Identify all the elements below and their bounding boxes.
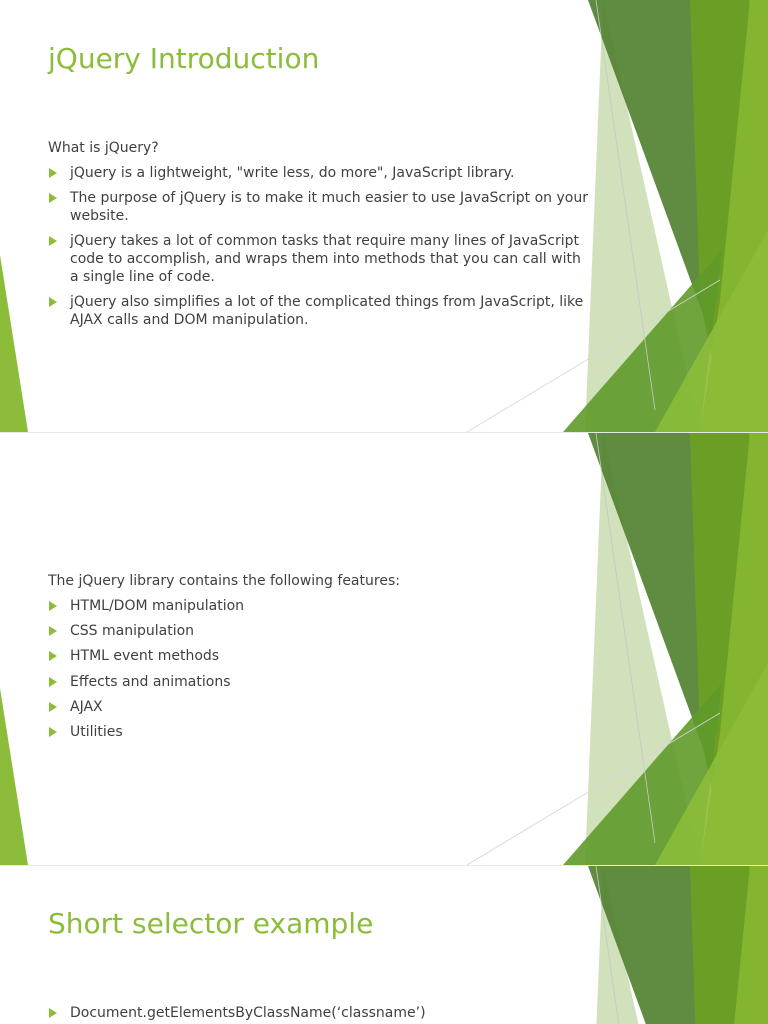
bullet-item [48, 597, 588, 615]
bullet-text: jQuery also simplifies a lot of the complicated things from JavaScript, like AJAX calls and DOM manipulation. [70, 294, 584, 328]
slide-decoration [0, 866, 768, 1024]
bullet-text: AJAX [70, 698, 103, 715]
bullet-text: CSS manipulation [70, 623, 195, 640]
bullet-arrow-icon [49, 1008, 57, 1018]
bullet-arrow-icon [49, 651, 57, 661]
bullet-arrow-icon [49, 626, 57, 636]
bullet-text: Utilities [70, 723, 123, 740]
bullet-item [48, 673, 588, 691]
bullet-item [48, 232, 588, 286]
bullet-item [48, 647, 588, 665]
bullet-item [48, 293, 588, 329]
slide-title: jQuery Introduction [48, 42, 320, 75]
bullet-text: jQuery is a lightweight, "write less, do more", JavaScript library. [70, 165, 515, 181]
slide-title: Short selector example [48, 907, 374, 940]
slide-intro-text: What is jQuery? [48, 140, 159, 156]
bullet-item [48, 1004, 588, 1022]
slide-jquery-introduction [0, 0, 768, 432]
left-green-sliver [0, 255, 28, 432]
bullet-arrow-icon [49, 236, 57, 246]
bullet-arrow-icon [49, 297, 57, 307]
bullet-text: Document.getElementsByClassName(‘classname’) [70, 1005, 426, 1021]
bullet-item [48, 622, 588, 640]
bullet-item [48, 723, 588, 741]
bullet-text: HTML/DOM manipulation [70, 598, 245, 614]
bullet-arrow-icon [49, 168, 57, 178]
slide-intro-text: The jQuery library contains the following features: [48, 573, 400, 589]
bullet-arrow-icon [49, 702, 57, 712]
left-green-sliver [0, 688, 28, 865]
bullet-list [48, 597, 588, 748]
bullet-text: Effects and animations [70, 673, 231, 690]
slide-jquery-features [0, 433, 768, 865]
bullet-text: HTML event methods [70, 648, 220, 665]
bullet-list [48, 164, 588, 336]
bullet-text: The purpose of jQuery is to make it much easier to use JavaScript on your website. [70, 190, 588, 224]
slide-short-selector-example [0, 866, 768, 1024]
bullet-item [48, 189, 588, 225]
bullet-item [48, 698, 588, 716]
bullet-arrow-icon [49, 727, 57, 737]
bullet-text: jQuery takes a lot of common tasks that require many lines of JavaScript code to accomplish, and wraps them into methods that you can call with a single line of code. [70, 233, 581, 285]
bullet-arrow-icon [49, 193, 57, 203]
bullet-arrow-icon [49, 677, 57, 687]
bullet-list [48, 1004, 588, 1022]
bullet-item [48, 164, 588, 182]
bullet-arrow-icon [49, 601, 57, 611]
